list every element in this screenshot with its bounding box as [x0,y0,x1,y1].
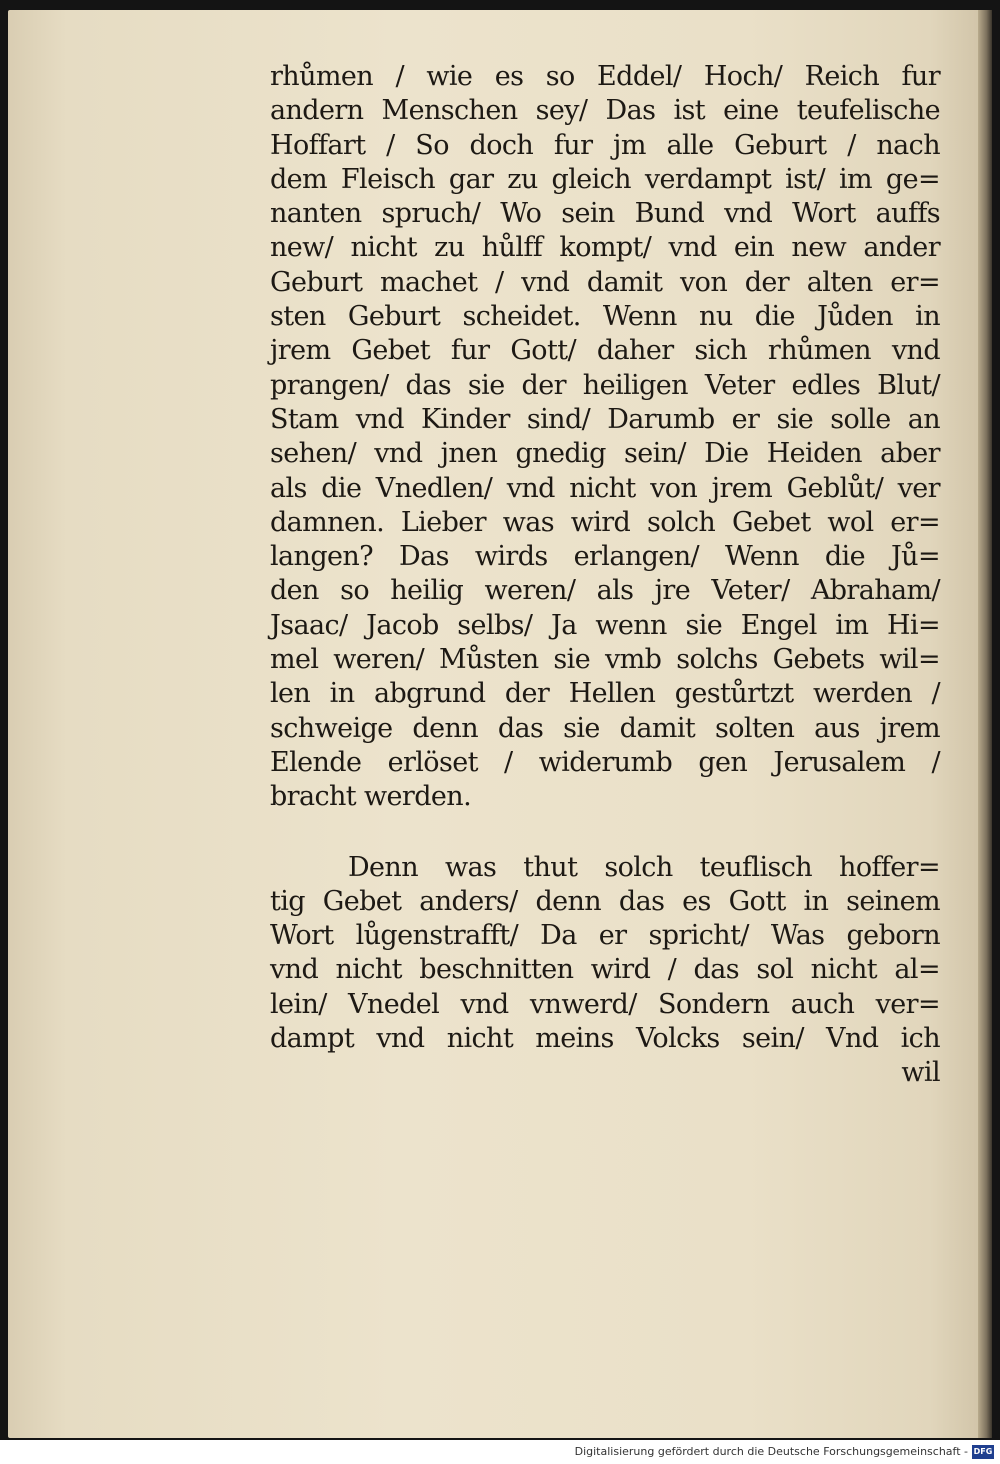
text-line: den so heilig weren/ als jre Veter/ Abraham/ [270,575,940,607]
text-line: andern Menschen sey/ Das ist eine teufelische [270,95,940,127]
text-line: langen? Das wirds erlangen/ Wenn die Jů= [270,541,940,573]
catchword: wil [901,1057,940,1089]
text-line: sten Geburt scheidet. Wenn nu die Jůden in [270,301,940,333]
text-line: vnd nicht beschnitten wird / das sol nicht al= [270,954,940,986]
text-line: rhůmen / wie es so Eddel/ Hoch/ Reich fur [270,61,940,92]
text-line: sehen/ vnd jnen gnedig sein/ Die Heiden aber [270,438,940,470]
page-text [270,60,940,1091]
text-line: lein/ Vnedel vnd vnwerd/ Sondern auch ver= [270,988,940,1020]
text-line: Denn was thut solch teuflisch hoffer= [348,851,940,883]
text-line: jrem Gebet fur Gott/ daher sich rhůmen vnd [270,335,940,367]
text-line: len in abgrund der Hellen gestůrtzt werden / [270,678,940,710]
text-line: Elende erlöset / widerumb gen Jerusalem / [270,746,940,778]
text-line: prangen/ das sie der heiligen Veter edles Blut/ [270,369,940,401]
text-line: damnen. Lieber was wird solch Gebet wol er= [270,506,940,538]
text-line: als die Vnedlen/ vnd nicht von jrem Geblůt/ ver [270,472,940,504]
text-line: bracht werden. [270,781,472,813]
text-line: dem Fleisch gar zu gleich verdampt ist/ im ge= [270,163,940,195]
text-line: Stam vnd Kinder sind/ Darumb er sie solle an [270,403,940,435]
text-line: schweige denn das sie damit solten aus jrem [270,712,940,744]
text-line: new/ nicht zu hůlff kompt/ vnd ein new ander [270,232,940,264]
text-line: Hoffart / So doch fur jm alle Geburt / nach [270,129,940,161]
text-line: nanten spruch/ Wo sein Bund vnd Wort auffs [270,198,940,230]
dfg-logo: DFG [972,1445,994,1459]
text-line: Wort lůgenstrafft/ Da er spricht/ Was geborn [270,920,940,952]
funding-notice: Digitalisierung gefördert durch die Deutsche Forschungsgemeinschaft - [574,1445,968,1458]
paragraph-1 [270,60,940,815]
paragraph-gap [270,815,940,851]
text-line: tig Gebet anders/ denn das es Gott in seinem [270,885,940,917]
text-line: mel weren/ Můsten sie vmb solchs Gebets wil= [270,644,940,676]
text-line: dampt vnd nicht meins Volcks sein/ Vnd ich [270,1023,940,1055]
paragraph-2 [270,851,940,1091]
text-line: Geburt machet / vnd damit von der alten er= [270,266,940,298]
page-edge [978,10,992,1438]
text-line: Jsaac/ Jacob selbs/ Ja wenn sie Engel im Hi= [270,609,940,641]
